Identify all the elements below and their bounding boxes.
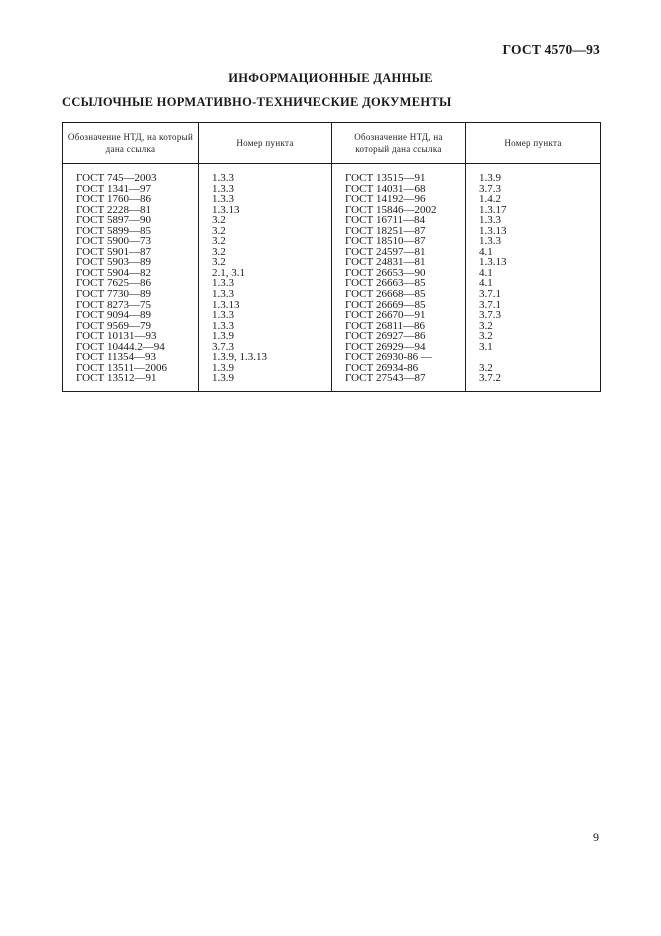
table-cell-designation: ГОСТ 26811—86 (345, 319, 426, 332)
table-cell-designation: ГОСТ 7625—86 (76, 277, 151, 290)
table-cell-designation: ГОСТ 13515—91 (345, 172, 426, 184)
table-cell-designation: ГОСТ 18510—87 (345, 235, 426, 248)
table-cell-designation: ГОСТ 5904—82 (76, 266, 151, 279)
table-cell-designation: ГОСТ 15846—2002 (345, 203, 437, 216)
table-cell-clause: 3.2 (212, 214, 226, 227)
table-cell-clause: 1.3.17 (479, 203, 507, 216)
right-designation-column (332, 164, 466, 392)
table-cell-clause: 1.3.13 (479, 224, 507, 237)
table-cell-clause: 1.3.13 (479, 256, 507, 269)
table-cell-designation: ГОСТ 26669—85 (345, 298, 426, 311)
table-cell-clause: 4.1 (479, 277, 493, 290)
table-cell-designation: ГОСТ 14192—96 (345, 193, 426, 206)
document-code: ГОСТ 4570—93 (502, 42, 600, 57)
table-cell-designation: ГОСТ 10444.2—94 (76, 340, 165, 353)
table-cell-designation: ГОСТ 2228—81 (76, 203, 151, 216)
table-cell-designation: ГОСТ 16711—84 (345, 214, 426, 227)
table-cell-clause: 3.7.2 (479, 372, 501, 385)
reference-documents-table (62, 122, 601, 392)
header-designation-left: Обозначение НТД, на который дана ссылка (63, 123, 199, 164)
header-designation-right: Обозначение НТД, на который дана ссылка (332, 123, 466, 164)
table-cell-designation: ГОСТ 24831—81 (345, 256, 426, 269)
table-cell-clause: 3.2 (479, 330, 493, 343)
table-cell-designation: ГОСТ 14031—68 (345, 182, 426, 195)
header-clause-right: Номер пункта (466, 123, 601, 164)
table-cell-designation: ГОСТ 9569—79 (76, 319, 151, 332)
table-cell-designation: ГОСТ 11354—93 (76, 351, 157, 364)
table-cell-clause: 1.3.3 (212, 319, 234, 332)
table-cell-designation: ГОСТ 26934-86 (345, 361, 419, 374)
table-cell-designation: ГОСТ 26668—85 (345, 288, 426, 301)
table-cell-clause: 1.3.3 (212, 288, 234, 301)
table-cell-designation: ГОСТ 1341—97 (76, 182, 151, 195)
table-title: ССЫЛОЧНЫЕ НОРМАТИВНО-ТЕХНИЧЕСКИЕ ДОКУМЕНТЫ (62, 95, 452, 109)
table-cell-clause: 3.7.1 (479, 288, 501, 301)
table-cell-designation: ГОСТ 1760—86 (76, 193, 151, 206)
table-cell-clause: 4.1 (479, 266, 493, 279)
table-cell-designation: ГОСТ 10131—93 (76, 330, 157, 343)
table-cell-designation: ГОСТ 26929—94 (345, 340, 426, 353)
table-cell-designation: ГОСТ 26663—85 (345, 277, 426, 290)
table-cell-designation: ГОСТ 5899—85 (76, 224, 151, 237)
table-body-row (63, 164, 601, 392)
table-cell-clause: 3.2 (479, 361, 493, 374)
table-cell-clause (479, 352, 600, 363)
table-cell-clause: 1.3.3 (212, 309, 234, 322)
table-cell-clause: 1.3.9 (479, 172, 501, 184)
table-cell-clause: 3.7.3 (212, 340, 234, 353)
table-cell-clause: 4.1 (479, 245, 493, 258)
table-header-row (63, 123, 601, 164)
table-cell-designation: ГОСТ 26930-86 — (345, 351, 432, 364)
table-cell-clause: 1.3.13 (212, 203, 240, 216)
table-cell-clause: 1.3.13 (212, 298, 240, 311)
table-cell-clause: 3.2 (212, 224, 226, 237)
table-cell-clause: 3.2 (212, 235, 226, 248)
page-number: 9 (593, 830, 599, 844)
table-cell-clause: 1.3.3 (212, 193, 234, 206)
table-cell-clause: 1.3.9 (212, 361, 234, 374)
table-cell-clause: 3.7.3 (479, 182, 501, 195)
table-cell-designation: ГОСТ 13511—2006 (76, 361, 168, 374)
table-cell-clause: 1.3.3 (212, 182, 234, 195)
table-cell-designation: ГОСТ 26653—90 (345, 266, 426, 279)
table-cell-designation: ГОСТ 5901—87 (76, 245, 151, 258)
table-cell-clause: 1.3.3 (212, 277, 234, 290)
table-cell-clause: 3.2 (212, 245, 226, 258)
table-cell-designation: ГОСТ 5900—73 (76, 235, 151, 248)
table-cell-clause: 3.1 (479, 340, 493, 353)
table-cell-designation: ГОСТ 745—2003 (76, 172, 157, 184)
table-cell-clause: 1.3.3 (212, 172, 234, 184)
table-cell-designation: ГОСТ 5897—90 (76, 214, 151, 227)
table-cell-clause: 3.7.1 (479, 298, 501, 311)
table-cell-designation: ГОСТ 7730—89 (76, 288, 151, 301)
table-cell-designation: ГОСТ 18251—87 (345, 224, 426, 237)
table-cell-clause: 1.3.9, 1.3.13 (212, 351, 267, 364)
table-cell-designation: ГОСТ 9094—89 (76, 309, 151, 322)
table-cell-clause: 3.2 (479, 319, 493, 332)
table-cell-clause: 1.4.2 (479, 193, 501, 206)
table-cell-clause: 3.2 (212, 256, 226, 269)
table-cell-designation: ГОСТ 5903—89 (76, 256, 151, 269)
left-clause-column (199, 164, 332, 392)
table-cell-clause: 3.7.3 (479, 309, 501, 322)
table-cell-designation: ГОСТ 13512—91 (76, 372, 157, 385)
table-cell-designation: ГОСТ 26927—86 (345, 330, 426, 343)
section-title: ИНФОРМАЦИОННЫЕ ДАННЫЕ (228, 71, 433, 85)
table-cell-designation: ГОСТ 27543—87 (345, 372, 426, 385)
right-clause-column (466, 164, 601, 392)
table-cell-clause: 1.3.3 (479, 214, 501, 227)
table-cell-clause: 1.3.9 (212, 330, 234, 343)
table-cell-designation: ГОСТ 24597—81 (345, 245, 426, 258)
table-cell-designation: ГОСТ 26670—91 (345, 309, 426, 322)
table-cell-designation: ГОСТ 8273—75 (76, 298, 151, 311)
table-cell-clause: 1.3.9 (212, 372, 234, 385)
header-clause-left: Номер пункта (199, 123, 332, 164)
left-designation-column (63, 164, 199, 392)
table-cell-clause: 2.1, 3.1 (212, 266, 245, 279)
table-cell-clause: 1.3.3 (479, 235, 501, 248)
